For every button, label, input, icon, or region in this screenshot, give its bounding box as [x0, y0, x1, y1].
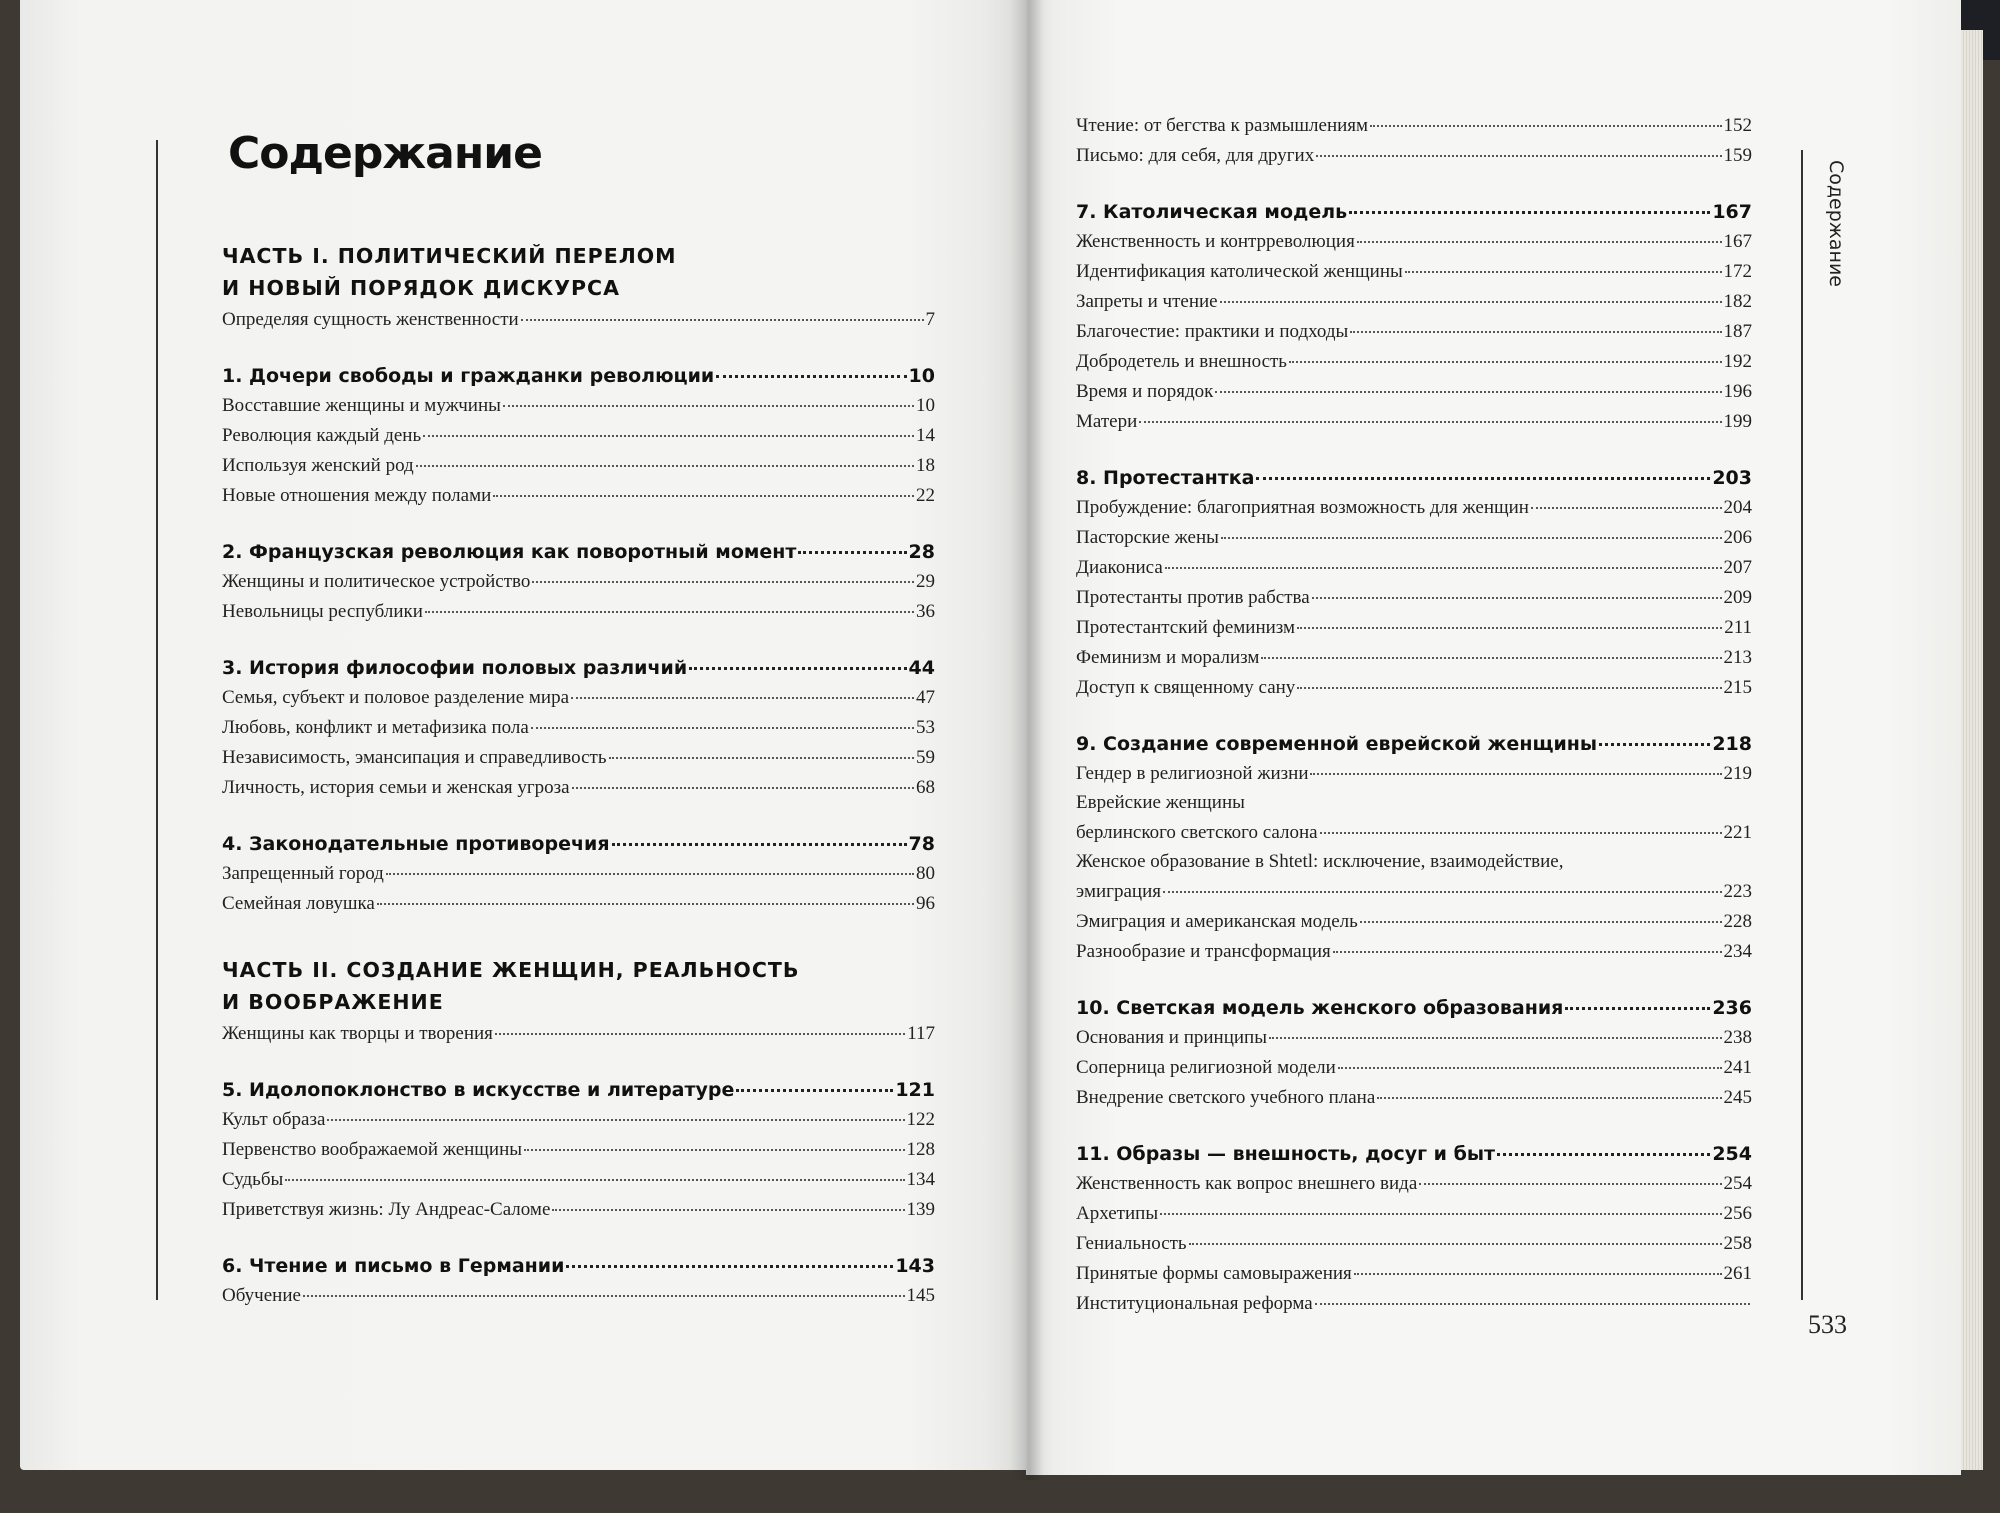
leader-dots: [493, 476, 914, 497]
leader-dots: [1531, 488, 1722, 509]
entry-title: Пробуждение: благоприятная возможность для женщин: [1076, 497, 1529, 518]
entry-title: Соперница религиозной модели: [1076, 1057, 1336, 1078]
entry-page: 68: [916, 777, 935, 798]
entry-title: Революция каждый день: [222, 425, 422, 446]
entry-last-line: [1076, 817, 1752, 847]
entry-page: 29: [916, 571, 935, 592]
entry-page: 18: [916, 455, 935, 476]
entry-title: Обучение: [222, 1285, 301, 1306]
toc-right: [1076, 110, 1752, 1318]
entry-page: 199: [1723, 411, 1752, 432]
leader-dots: [798, 532, 906, 554]
chapter-title: 1. Дочери свободы и гражданки революции: [222, 365, 715, 387]
entry-title: Протестанты против рабства: [1076, 587, 1310, 608]
leader-dots: [1377, 1078, 1721, 1099]
entry-title: Невольницы республики: [222, 601, 423, 622]
entry-title: Независимость, эмансипация и справедливость: [222, 747, 607, 768]
leader-dots: [1350, 312, 1721, 333]
leader-dots: [521, 300, 924, 321]
entry-page: 53: [916, 717, 935, 738]
entry-title: Гениальность: [1076, 1233, 1187, 1254]
toc-entry[interactable]: [222, 304, 935, 334]
entry-page: 207: [1723, 557, 1752, 578]
leader-dots: [1163, 872, 1722, 893]
entry-title: Феминизм и морализм: [1076, 647, 1260, 668]
chapter-title: 9. Создание современной еврейской женщины: [1076, 733, 1598, 755]
page-number: 533: [1808, 1310, 1847, 1339]
entry-page: 258: [1723, 1233, 1752, 1254]
part-heading-line: И ВООБРАЖЕНИЕ: [222, 990, 444, 1014]
toc-entry[interactable]: [1076, 1082, 1752, 1112]
entry-page: 128: [906, 1139, 935, 1160]
entry-title: Принятые формы самовыражения: [1076, 1263, 1352, 1284]
leader-dots: [1370, 106, 1721, 127]
leader-dots: [736, 1070, 893, 1092]
leader-dots: [1357, 222, 1722, 243]
entry-page: 213: [1723, 647, 1752, 668]
leader-dots: [1160, 1194, 1721, 1215]
entry-title: Женщины как творцы и творения: [222, 1023, 493, 1044]
entry-page: 172: [1723, 261, 1752, 282]
leader-dots: [1221, 518, 1722, 539]
entry-page: 219: [1723, 763, 1752, 784]
entry-title: Добродетель и внешность: [1076, 351, 1287, 372]
leader-dots: [1215, 372, 1721, 393]
leader-dots: [716, 356, 906, 378]
leader-dots: [503, 386, 914, 407]
entry-title: Запреты и чтение: [1076, 291, 1218, 312]
toc-entry[interactable]: [222, 1280, 935, 1310]
part-heading-line: И НОВЫЙ ПОРЯДОК ДИСКУРСА: [222, 276, 620, 300]
toc-left: [222, 240, 935, 1310]
chapter-title: 5. Идолопоклонство в искусстве и литературе: [222, 1079, 735, 1101]
leader-dots: [1256, 458, 1710, 480]
entry-title-line: Женское образование в Shtetl: исключение, взаимодействие,: [1076, 851, 1564, 872]
entry-page: 223: [1723, 881, 1752, 902]
leader-dots: [303, 1276, 905, 1297]
page-title: Содержание: [228, 128, 542, 179]
chapter-page: 254: [1712, 1143, 1752, 1165]
toc-entry[interactable]: [222, 480, 935, 510]
entry-title: Первенство воображаемой женщины: [222, 1139, 523, 1160]
entry-title: Женственность как вопрос внешнего вида: [1076, 1173, 1418, 1194]
entry-page: 167: [1723, 231, 1752, 252]
leader-dots: [1316, 136, 1721, 157]
leader-dots: [1333, 932, 1722, 953]
toc-entry[interactable]: [1076, 406, 1752, 436]
entry-title: Основания и принципы: [1076, 1027, 1267, 1048]
toc-entry[interactable]: [1076, 672, 1752, 702]
entry-title: Доступ к священному сану: [1076, 677, 1296, 698]
chapter-title: 11. Образы — внешность, досуг и быт: [1076, 1143, 1496, 1165]
chapter-title: 8. Протестантка: [1076, 467, 1255, 489]
leader-dots: [1312, 578, 1722, 599]
chapter-title: 2. Французская революция как поворотный момент: [222, 541, 797, 563]
entry-page: 145: [906, 1285, 935, 1306]
entry-title: Архетипы: [1076, 1203, 1159, 1224]
leader-dots: [571, 678, 914, 699]
toc-entry-multiline[interactable]: [1076, 847, 1752, 906]
entry-page: 209: [1723, 587, 1752, 608]
leader-dots: [612, 824, 907, 846]
leader-dots: [1297, 608, 1722, 629]
entry-title: Определяя сущность женственности: [222, 309, 519, 330]
part-heading: [222, 240, 935, 304]
entry-title: Семья, субъект и половое разделение мира: [222, 687, 570, 708]
leader-dots: [531, 708, 914, 729]
entry-page: 192: [1723, 351, 1752, 372]
leader-dots: [425, 592, 914, 613]
leader-dots: [524, 1130, 904, 1151]
book-gutter: [1010, 0, 1044, 1480]
entry-title: Идентификация католической женщины: [1076, 261, 1403, 282]
entry-page: 10: [916, 395, 935, 416]
chapter-page: 218: [1712, 733, 1752, 755]
chapter-page: 44: [908, 657, 935, 679]
entry-title: Приветствуя жизнь: Лу Андреас-Саломе: [222, 1199, 551, 1220]
leader-dots: [1139, 402, 1721, 423]
entry-page: 122: [906, 1109, 935, 1130]
toc-entry-multiline[interactable]: [1076, 788, 1752, 847]
leader-dots: [495, 1014, 905, 1035]
running-head: Содержание: [1825, 160, 1847, 287]
entry-page: 139: [906, 1199, 935, 1220]
entry-title: Институциональная реформа: [1076, 1293, 1313, 1314]
entry-title: Письмо: для себя, для других: [1076, 145, 1315, 166]
chapter-page: 203: [1712, 467, 1752, 489]
leader-dots: [1565, 988, 1710, 1010]
leader-dots: [1165, 548, 1722, 569]
entry-page: 134: [906, 1169, 935, 1190]
leader-dots: [1320, 813, 1722, 834]
entry-page: 241: [1723, 1057, 1752, 1078]
entry-title: Используя женский род: [222, 455, 414, 476]
entry-title: Личность, история семьи и женская угроза: [222, 777, 570, 798]
page-block-edge: [1961, 30, 1983, 1470]
leader-dots: [1405, 252, 1722, 273]
entry-page: 117: [907, 1023, 935, 1044]
part-heading-line: ЧАСТЬ II. СОЗДАНИЕ ЖЕНЩИН, РЕАЛЬНОСТЬ: [222, 958, 800, 982]
leader-dots: [1599, 724, 1710, 746]
toc-entry[interactable]: [222, 888, 935, 918]
entry-page: 36: [916, 601, 935, 622]
leader-dots: [1338, 1048, 1722, 1069]
leader-dots: [285, 1160, 904, 1181]
toc-entry[interactable]: [1076, 140, 1752, 170]
entry-page: 182: [1723, 291, 1752, 312]
entry-title: Женщины и политическое устройство: [222, 571, 531, 592]
leader-dots: [1419, 1164, 1721, 1185]
chapter-page: 236: [1712, 997, 1752, 1019]
chapter-page: 78: [908, 833, 935, 855]
right-margin-rule: [1801, 150, 1803, 1300]
entry-page: 228: [1723, 911, 1752, 932]
entry-page: 59: [916, 747, 935, 768]
leader-dots: [416, 446, 914, 467]
leader-dots: [552, 1190, 904, 1211]
entry-page: 234: [1723, 941, 1752, 962]
leader-dots: [423, 416, 914, 437]
leader-dots: [566, 1246, 893, 1268]
entry-page: 206: [1723, 527, 1752, 548]
entry-title: Женственность и контрреволюция: [1076, 231, 1355, 252]
entry-title: Культ образа: [222, 1109, 326, 1130]
entry-page: 204: [1723, 497, 1752, 518]
entry-title: Чтение: от бегства к размышлениям: [1076, 115, 1369, 136]
leader-dots: [1354, 1254, 1722, 1275]
entry-title: Новые отношения между полами: [222, 485, 492, 506]
entry-title-line: Еврейские женщины: [1076, 792, 1245, 813]
chapter-title: 4. Законодательные противоречия: [222, 833, 610, 855]
chapter-title: 10. Светская модель женского образования: [1076, 997, 1564, 1019]
entry-page: 96: [916, 893, 935, 914]
entry-title: Разнообразие и трансформация: [1076, 941, 1331, 962]
leader-dots: [532, 562, 914, 583]
chapter-page: 10: [908, 365, 935, 387]
entry-page: 196: [1723, 381, 1752, 402]
entry-page: 47: [916, 687, 935, 708]
chapter-title: 6. Чтение и письмо в Германии: [222, 1255, 565, 1277]
toc-entry[interactable]: [1076, 758, 1752, 788]
entry-page: 254: [1723, 1173, 1752, 1194]
entry-title: Внедрение светского учебного плана: [1076, 1087, 1376, 1108]
toc-entry[interactable]: [222, 1194, 935, 1224]
toc-entry[interactable]: [222, 596, 935, 626]
leader-dots: [386, 854, 914, 875]
leader-dots: [1220, 282, 1722, 303]
entry-page: 261: [1723, 1263, 1752, 1284]
leader-dots: [1261, 638, 1721, 659]
chapter-page: 167: [1712, 201, 1752, 223]
entry-title: Время и порядок: [1076, 381, 1214, 402]
leader-dots: [1497, 1134, 1710, 1156]
chapter-page: 28: [908, 541, 935, 563]
chapter-page: 121: [895, 1079, 935, 1101]
leader-dots: [1349, 192, 1710, 214]
entry-title: Благочестие: практики и подходы: [1076, 321, 1349, 342]
entry-page: 22: [916, 485, 935, 506]
leader-dots: [1269, 1018, 1722, 1039]
chapter-page: 143: [895, 1255, 935, 1277]
leader-dots: [609, 738, 915, 759]
entry-title: Запрещенный город: [222, 863, 384, 884]
entry-title: Матери: [1076, 411, 1138, 432]
leader-dots: [1315, 1284, 1750, 1305]
entry-title: Пасторские жены: [1076, 527, 1219, 548]
leader-dots: [1310, 754, 1721, 775]
entry-title: Эмиграция и американская модель: [1076, 911, 1358, 932]
leader-dots: [1360, 902, 1722, 923]
entry-title: Семейная ловушка: [222, 893, 375, 914]
leader-dots: [1189, 1224, 1722, 1245]
entry-page: 245: [1723, 1087, 1752, 1108]
leader-dots: [1289, 342, 1722, 363]
entry-title: Любовь, конфликт и метафизика пола: [222, 717, 529, 738]
entry-title: Восставшие женщины и мужчины: [222, 395, 501, 416]
entry-page: 7: [925, 309, 935, 330]
entry-title: Судьбы: [222, 1169, 284, 1190]
leader-dots: [1297, 668, 1721, 689]
entry-page: 221: [1723, 822, 1752, 843]
entry-title: Гендер в религиозной жизни: [1076, 763, 1309, 784]
leader-dots: [377, 884, 914, 905]
part-heading: [222, 954, 935, 1018]
part-heading-line: ЧАСТЬ I. ПОЛИТИЧЕСКИЙ ПЕРЕЛОМ: [222, 244, 677, 268]
leader-dots: [327, 1100, 904, 1121]
entry-title: эмиграция: [1076, 881, 1161, 902]
entry-title: Диакониса: [1076, 557, 1163, 578]
entry-page: 187: [1723, 321, 1752, 342]
chapter-title: 7. Католическая модель: [1076, 201, 1348, 223]
entry-page: 211: [1724, 617, 1752, 638]
entry-page: 215: [1723, 677, 1752, 698]
toc-entry[interactable]: [222, 1018, 935, 1048]
toc-entry[interactable]: [1076, 1288, 1752, 1318]
left-margin-rule: [156, 140, 158, 1300]
entry-page: 152: [1723, 115, 1752, 136]
entry-page: 256: [1723, 1203, 1752, 1224]
entry-title: Протестантский феминизм: [1076, 617, 1296, 638]
leader-dots: [572, 768, 914, 789]
leader-dots: [689, 648, 906, 670]
entry-title: берлинского светского салона: [1076, 822, 1318, 843]
entry-page: 238: [1723, 1027, 1752, 1048]
toc-entry[interactable]: [1076, 936, 1752, 966]
entry-page: 159: [1723, 145, 1752, 166]
toc-entry[interactable]: [222, 772, 935, 802]
chapter-title: 3. История философии половых различий: [222, 657, 688, 679]
entry-page: 14: [916, 425, 935, 446]
entry-page: 80: [916, 863, 935, 884]
